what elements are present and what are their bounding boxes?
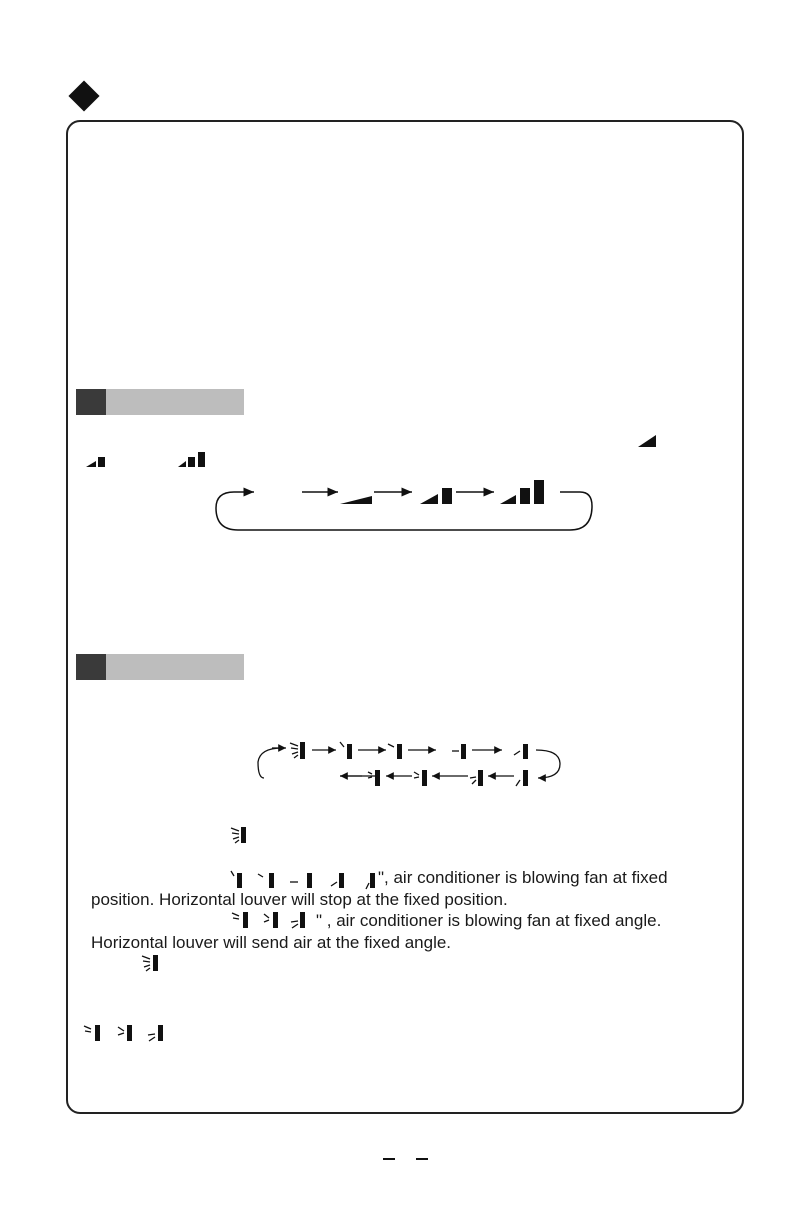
swing-fixed-angle-icons [228, 908, 318, 934]
page-number-dash-left [383, 1158, 395, 1160]
fan-speed-medium-icon [84, 453, 110, 469]
section-header-swing [106, 654, 244, 680]
swing-auto-icon [290, 742, 305, 759]
section-marker-swing [76, 654, 106, 680]
swing-fixed-angle-icons [80, 1021, 175, 1047]
swing-auto-icon [141, 953, 163, 975]
content-panel [66, 120, 744, 1114]
fan-speed-high-icon [176, 450, 208, 470]
section-header-fan-speed [106, 389, 244, 415]
fan-speed-cycle-diagram [210, 476, 600, 534]
swing-note-line1: ", air conditioner is blowing fan at fixed [378, 868, 668, 887]
swing-note-line2: position. Horizontal louver will stop at the fixed position. [91, 890, 508, 909]
swing-note-line4: Horizontal louver will send air at the fixed angle. [91, 933, 452, 952]
swing-cycle-diagram [240, 736, 570, 794]
fan-speed-low-icon [636, 434, 658, 448]
swing-note-line3: " , air conditioner is blowing fan at fixed angle. [316, 911, 662, 930]
section-marker-fan-speed [76, 389, 106, 415]
swing-auto-icon [230, 825, 250, 845]
page-number-dash-right [416, 1158, 428, 1160]
diamond-bullet-icon [68, 80, 99, 111]
